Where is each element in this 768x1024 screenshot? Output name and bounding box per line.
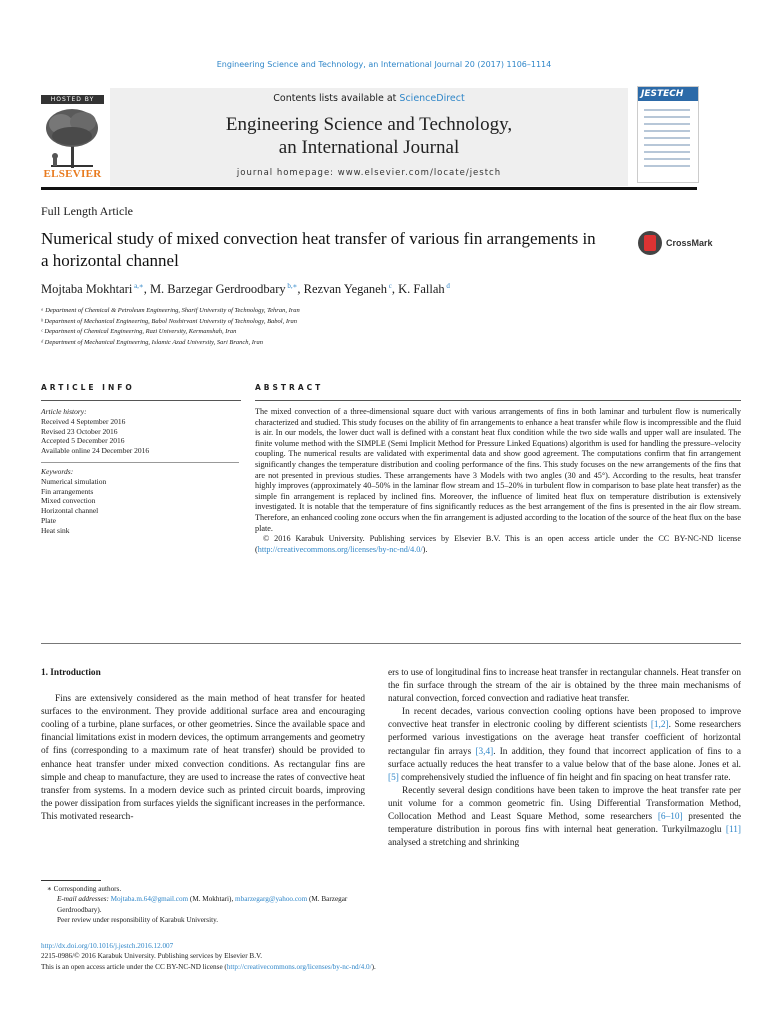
author-name[interactable]: Rezvan Yeganeh <box>303 282 387 297</box>
footnote-emails: E-mail addresses: Mojtaba.m.64@gmail.com (M. Mokhtari), mbarzegarg@yahoo.com (M. Barzegar Gerdroodbary). <box>57 895 348 914</box>
keyword-item: Plate <box>41 515 56 525</box>
cover-decoration <box>644 109 690 172</box>
author-list <box>41 282 450 297</box>
sciencedirect-link[interactable]: ScienceDirect <box>399 93 465 104</box>
citation-link[interactable]: [5] <box>388 772 399 783</box>
keyword-item: Numerical simulation <box>41 476 107 486</box>
keyword-item: Heat sink <box>41 525 70 535</box>
journal-homepage[interactable]: journal homepage: www.elsevier.com/locate/jestch <box>236 168 502 178</box>
author-separator: , <box>297 282 304 297</box>
history-accepted: Accepted 5 December 2016 <box>41 436 125 446</box>
intro-paragraph-1: Fins are extensively considered as the main method of heat transfer for heated surfaces to the environment. They provide additional surface area and encouraging cooling of a turbine, plane surfaces, or other geometries. Since the available space and financial limitations exist in modern devices, the optimum arrangements and geometry of fins (corresponding to a maximum rate of heat transfer) should be provided to enhance heat transfer under mixed convection conditions. As rectangular fins are simple and cheap to manufacture, they are used to increase the rates of convective heat transfer from systems. In a modern device such as printed circuit boards, improving the power dissipation from surfaces yields the significant increases in the performance. This motivated research- <box>41 694 365 822</box>
crossmark-button[interactable] <box>638 231 713 255</box>
intro-right-column <box>388 667 741 850</box>
author-name[interactable]: Mojtaba Mokhtari <box>41 282 133 297</box>
affiliation-b: ᵇ Department of Mechanical Engineering, Babol Noshirvani University of Technology, Babol, Iran <box>41 317 298 325</box>
keywords-divider <box>41 462 239 463</box>
affiliations <box>41 306 300 348</box>
abstract-license-link[interactable]: http://creativecommons.org/licenses/by-nc-nd/4.0/ <box>257 544 423 554</box>
doi-link[interactable]: http://dx.doi.org/10.1016/j.jestch.2016.12.007 <box>41 942 174 950</box>
crossmark-label: CrossMark <box>666 238 713 248</box>
author-affiliation-marker[interactable]: a,∗ <box>132 282 144 290</box>
affiliation-c: ᶜ Department of Chemical Engineering, Razi University, Kermanshah, Iran <box>41 328 237 335</box>
elsevier-tree-logo-icon <box>41 106 104 170</box>
abstract-rule <box>255 400 741 401</box>
intro-paragraph-3: Recently several design conditions have been taken to improve the heat transfer rate per unit volume for a common geometric fin. Using Differential Transformation Method, Collocation Method and Least Square Method, some researchers [6–10] presented the temperature distribution in porous fins with internal heat generation. Turkyilmazoglu [11] analysed a stretching and shrinking <box>388 785 741 849</box>
author-separator: , <box>143 282 150 297</box>
crossmark-icon <box>638 231 662 255</box>
bottom-publication-info <box>41 941 641 972</box>
author-separator: , <box>391 282 399 297</box>
abstract-text: The mixed convection of a three-dimensional square duct with various arrangements of fins in both laminar and turbulent flow is numerically characterized and studied. This study focuses on the ability of fin arrangements to enhance a heat transfer while flow is incompressible and the fluid is air. In our models, the lower duct wall is defined with a constant heat flux condition while the two side walls and upper wall are insulated. The finite volume method with the SIMPLE (Semi Implicit Method for Pressure Linked Equations) algorithm is used for handling the pressure–velocity coupling. The numerical results are validated with experimental data and show good agreement. The computations confirm that fin arrangement significantly changes the temperature distribution and cooling performance of the fins. This study focuses on the new arrangements of the fins that are not presented in previous studies. These arrangements have 3 Models with two angles (30 and 45°). According to the results, heat transfer highly improves (approximately 40–50% in the laminar flow stream and 15–20% in turbulent flow in comparison to base plate heat transfer) as the simple fin arrangement is replaced by inclined fins. Moreover, the influence of limited heat flux on temperature distribution is extensively investigated. It is notable that the temperature of fins significantly reduces as the best arrangement of the fins is presented in the air flow stream. Therefore, an enhanced cooling zone occurs when the fin arrangement is adjusted according to the location of the source of the heat flux on the base plate. <box>255 407 741 533</box>
email-link[interactable]: mbarzegarg@yahoo.com <box>235 895 308 904</box>
header-divider <box>41 187 697 190</box>
history-received: Received 4 September 2016 <box>41 416 126 426</box>
journal-title <box>110 113 628 159</box>
keyword-item: Fin arrangements <box>41 486 94 496</box>
open-access-line: This is an open access article under the CC BY-NC-ND license (http://creativecommons.org/licenses/by-nc-nd/4.0/). <box>41 962 376 971</box>
keyword-item: Horizontal channel <box>41 506 99 516</box>
journal-title-line-1: Engineering Science and Technology, <box>225 114 513 135</box>
footnote-peer-review: Peer review under responsibility of Karabuk University. <box>57 915 219 924</box>
elsevier-logo-text: ELSEVIER <box>43 168 102 180</box>
abstract-body <box>255 407 741 555</box>
journal-reference-link[interactable]: Engineering Science and Technology, an International Journal 20 (2017) 1106–1114 <box>216 60 552 69</box>
author-name[interactable]: M. Barzegar Gerdroodbary <box>149 282 286 297</box>
journal-title-line-2: an International Journal <box>278 137 460 158</box>
intro-paragraph-2: In recent decades, various convection cooling options have been proposed to improve convective heat transfer in electronic cooling by different scientists [1,2]. Some researchers performed various investigations on the average heat transfer coefficient of horizontal rectangular fin arrays [3,4]. In addition, they found that incorrect application of fins to a surface actually reduces the heat transfer to a value below that of the base alone. Jones et al. [5] comprehensively studied the influence of fin height and fin spacing on heat transfer rate. <box>388 707 741 783</box>
contents-prefix: Contents lists available at <box>273 93 400 104</box>
author-affiliation-marker[interactable]: d <box>444 282 450 290</box>
abstract-bottom-rule <box>41 643 741 644</box>
keywords-label: Keywords: <box>41 466 74 476</box>
author-affiliation-marker[interactable]: b,∗ <box>285 282 298 290</box>
email-link[interactable]: Mojtaba.m.64@gmail.com <box>110 895 189 904</box>
author-affiliation-marker[interactable]: c <box>387 282 392 290</box>
abstract-copyright: © 2016 Karabuk University. Publishing services by Elsevier B.V. This is an open access article under the CC BY-NC-ND license (http://creativecommons.org/licenses/by-nc-nd/4.0/). <box>255 534 741 554</box>
contents-line <box>110 93 628 104</box>
cover-label: JESTECH <box>638 87 698 101</box>
article-info-rule <box>41 400 241 401</box>
hosted-by-label: HOSTED BY <box>41 95 104 104</box>
citation-link[interactable]: [3,4] <box>475 746 494 757</box>
footnote-corresponding: ∗ Corresponding authors. <box>47 885 122 893</box>
intro-paragraph-continued: ers to use of longitudinal fins to increase heat transfer in rectangular channels. Heat transfer on the fin surface through the stream of the air is obtained by the three main mechanisms of natural convection, forced convection and radiative heat transfer. <box>388 668 741 705</box>
intro-left-column <box>41 667 365 824</box>
article-info-heading: ARTICLE INFO <box>41 383 135 392</box>
history-online: Available online 24 December 2016 <box>41 446 150 456</box>
citation-link[interactable]: [6–10] <box>657 812 683 823</box>
affiliation-d: ᵈ Department of Mechanical Engineering, Islamic Azad University, Sari Branch, Iran <box>41 338 263 346</box>
affiliation-a: ᵃ Department of Chemical & Petroleum Engineering, Sharif University of Technology, Tehran, Iran <box>41 307 300 314</box>
journal-cover-image[interactable] <box>637 86 699 183</box>
citation-link[interactable]: [11] <box>725 825 741 836</box>
article-title: Numerical study of mixed convection heat transfer of various fin arrangements in a horizontal channel <box>41 229 596 270</box>
footnotes <box>41 884 371 925</box>
issn-line: 2215-0986/© 2016 Karabuk University. Publishing services by Elsevier B.V. <box>41 952 263 961</box>
article-type: Full Length Article <box>41 204 133 218</box>
history-revised: Revised 23 October 2016 <box>41 426 118 436</box>
article-info-block <box>41 407 239 536</box>
license-link[interactable]: http://creativecommons.org/licenses/by-nc-nd/4.0/ <box>226 962 372 971</box>
footnote-divider <box>41 880 101 881</box>
author-name[interactable]: K. Fallah <box>398 282 445 297</box>
history-label: Article history: <box>41 407 87 416</box>
section-heading-introduction: 1. Introduction <box>41 668 101 678</box>
citation-link[interactable]: [1,2] <box>650 720 669 731</box>
abstract-heading: ABSTRACT <box>255 383 324 392</box>
keyword-item: Mixed convection <box>41 496 96 506</box>
